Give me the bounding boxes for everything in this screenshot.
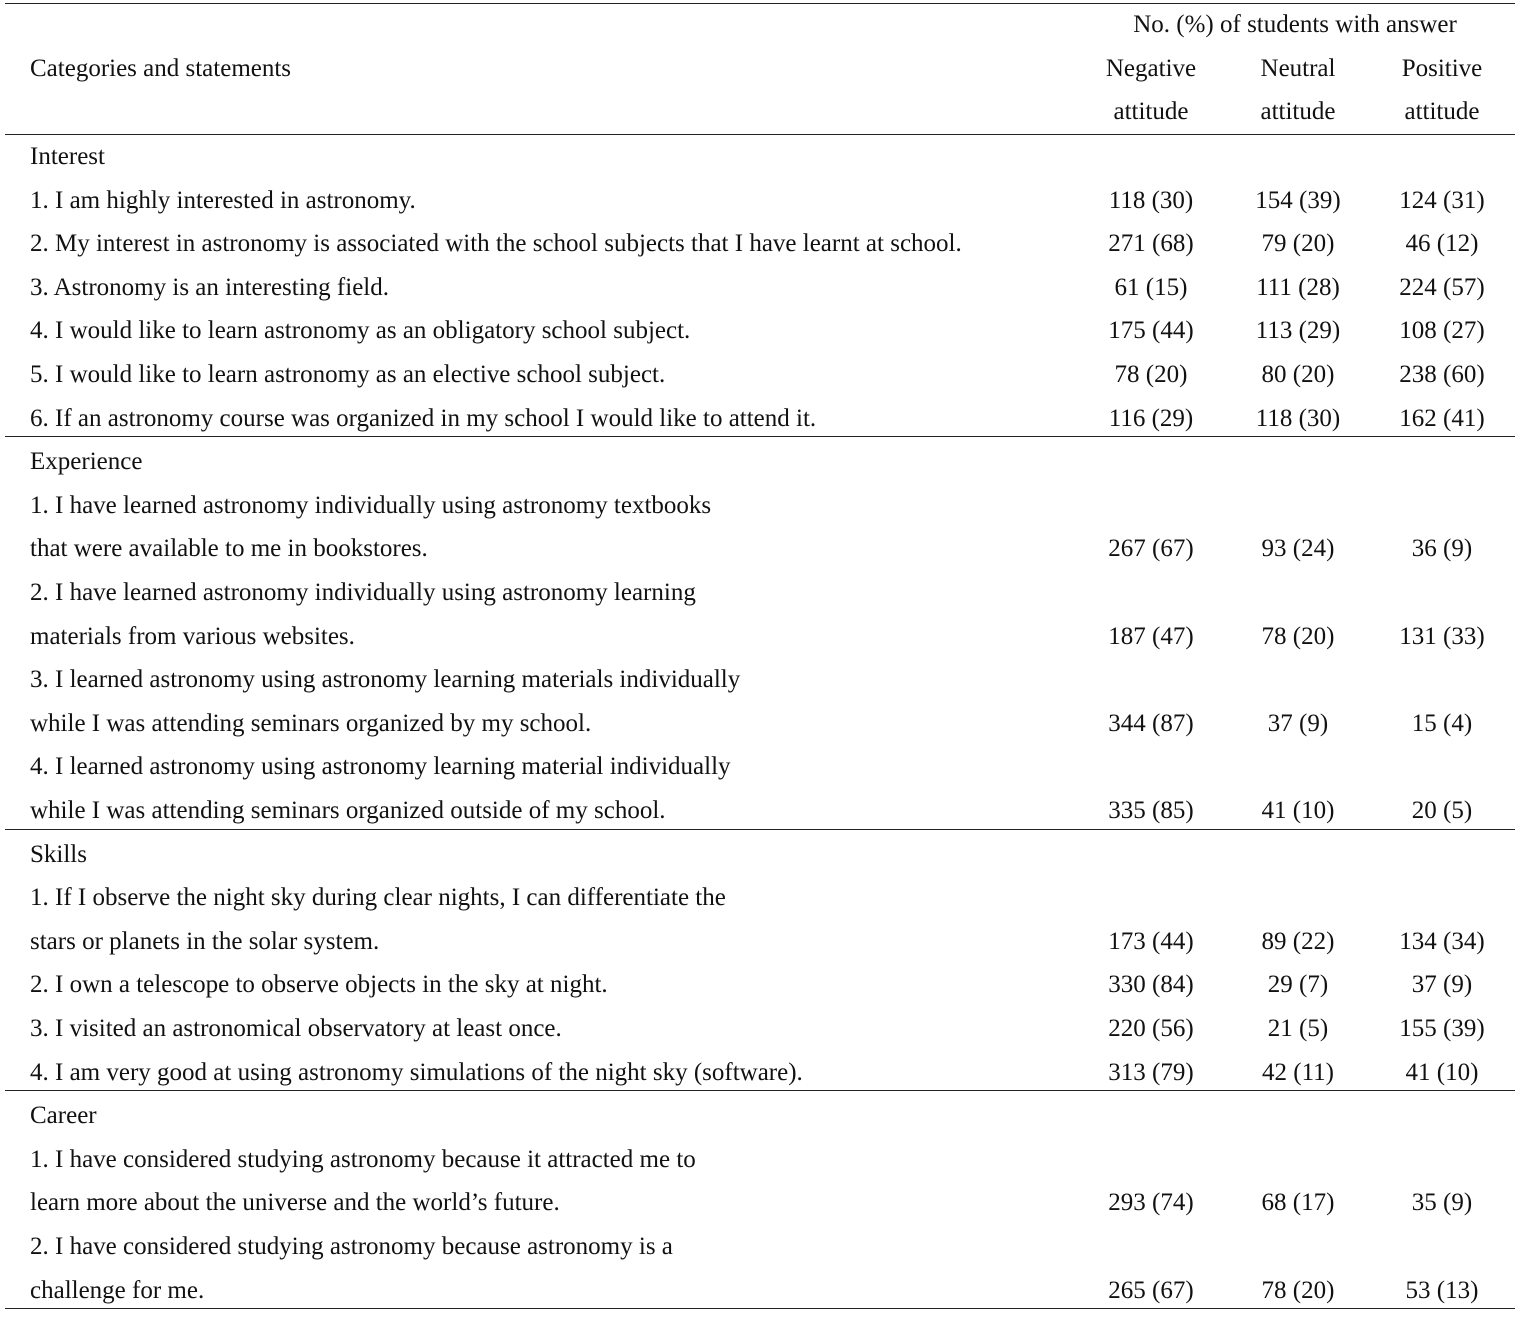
table-row bbox=[0, 266, 1520, 310]
positive-value: 162 (41) bbox=[1399, 404, 1485, 432]
neutral-value: 68 (17) bbox=[1261, 1189, 1335, 1217]
neutral-value: 113 (29) bbox=[1255, 317, 1341, 345]
table-row bbox=[0, 963, 1520, 1007]
positive-value: 131 (33) bbox=[1399, 622, 1485, 650]
header-positive-line-2: attitude bbox=[1404, 98, 1480, 125]
positive-value: 238 (60) bbox=[1399, 361, 1485, 388]
table-row bbox=[0, 397, 1520, 441]
header-categories: Categories and statements bbox=[30, 55, 292, 82]
positive-value: 37 (9) bbox=[1411, 971, 1473, 999]
table-row bbox=[0, 1138, 1520, 1182]
header-negative-line-2: attitude bbox=[1113, 98, 1189, 125]
statement-text: 2. I have considered studying astronomy because astronomy is a bbox=[30, 1233, 673, 1260]
table-row bbox=[0, 353, 1520, 397]
statement-text: 2. I have learned astronomy individually using astronomy learning bbox=[30, 579, 696, 606]
table-row bbox=[0, 876, 1520, 920]
positive-value: 20 (5) bbox=[1411, 797, 1473, 824]
statement-text: 1. I have considered studying astronomy because it attracted me to bbox=[30, 1145, 696, 1173]
statement-text: 5. I would like to learn astronomy as an elective school subject. bbox=[30, 361, 666, 388]
statement-text: while I was attending seminars organized by my school. bbox=[30, 709, 592, 737]
statement-text: 1. I am highly interested in astronomy. bbox=[30, 186, 416, 214]
table-row bbox=[0, 1181, 1520, 1225]
table-row bbox=[0, 571, 1520, 615]
statement-text: 4. I would like to learn astronomy as an obligatory school subject. bbox=[30, 317, 691, 345]
positive-value: 155 (39) bbox=[1399, 1015, 1485, 1042]
negative-value: 187 (47) bbox=[1108, 622, 1194, 650]
statement-text: stars or planets in the solar system. bbox=[30, 927, 380, 955]
positive-value: 35 (9) bbox=[1411, 1189, 1473, 1217]
header-negative-line-1: Negative bbox=[1105, 55, 1197, 82]
section-divider bbox=[5, 436, 1515, 437]
negative-value: 267 (67) bbox=[1108, 535, 1194, 563]
table-row bbox=[0, 789, 1520, 833]
table-row bbox=[0, 1269, 1520, 1313]
neutral-value: 89 (22) bbox=[1261, 927, 1335, 955]
table-row bbox=[0, 658, 1520, 702]
statement-text: 3. I visited an astronomical observatory at least once. bbox=[30, 1015, 562, 1042]
table-row bbox=[0, 1225, 1520, 1269]
statement-text: while I was attending seminars organized outside of my school. bbox=[30, 797, 666, 824]
neutral-value: 21 (5) bbox=[1267, 1015, 1329, 1042]
statement-text: 4. I am very good at using astronomy simulations of the night sky (software). bbox=[30, 1058, 803, 1086]
section-divider bbox=[5, 829, 1515, 830]
neutral-value: 93 (24) bbox=[1261, 535, 1335, 563]
negative-value: 265 (67) bbox=[1108, 1276, 1194, 1304]
negative-value: 344 (87) bbox=[1108, 709, 1194, 737]
neutral-value: 79 (20) bbox=[1261, 230, 1335, 258]
section-title-row bbox=[0, 833, 1520, 877]
table-row bbox=[0, 702, 1520, 746]
table-row bbox=[0, 745, 1520, 789]
statement-text: that were available to me in bookstores. bbox=[30, 535, 428, 563]
statement-text: 2. I own a telescope to observe objects in the sky at night. bbox=[30, 971, 608, 999]
negative-value: 116 (29) bbox=[1108, 404, 1194, 432]
table-row bbox=[0, 484, 1520, 528]
neutral-value: 29 (7) bbox=[1267, 971, 1329, 999]
positive-value: 108 (27) bbox=[1399, 317, 1485, 345]
neutral-value: 42 (11) bbox=[1262, 1058, 1334, 1086]
positive-value: 46 (12) bbox=[1405, 230, 1479, 258]
neutral-value: 80 (20) bbox=[1261, 361, 1335, 388]
neutral-value: 111 (28) bbox=[1256, 273, 1340, 301]
neutral-value: 78 (20) bbox=[1261, 1276, 1335, 1304]
negative-value: 175 (44) bbox=[1108, 317, 1194, 345]
table-row bbox=[0, 527, 1520, 571]
positive-value: 134 (34) bbox=[1399, 927, 1485, 955]
statement-text: 1. If I observe the night sky during clear nights, I can differentiate the bbox=[30, 884, 726, 912]
statement-text: challenge for me. bbox=[30, 1276, 205, 1304]
neutral-value: 118 (30) bbox=[1255, 404, 1341, 432]
negative-value: 271 (68) bbox=[1108, 230, 1194, 258]
positive-value: 36 (9) bbox=[1411, 535, 1473, 563]
header-neutral-line-1: Neutral bbox=[1260, 55, 1336, 82]
statement-text: 3. I learned astronomy using astronomy learning materials individually bbox=[30, 666, 741, 694]
table-row bbox=[0, 615, 1520, 659]
header-group-label: No. (%) of students with answer bbox=[1133, 11, 1457, 38]
negative-value: 220 (56) bbox=[1108, 1015, 1194, 1042]
statement-text: 3. Astronomy is an interesting field. bbox=[30, 273, 389, 301]
negative-value: 313 (79) bbox=[1108, 1058, 1194, 1086]
table-row bbox=[0, 1051, 1520, 1095]
negative-value: 61 (15) bbox=[1114, 273, 1188, 301]
neutral-value: 154 (39) bbox=[1255, 186, 1341, 214]
section-title-row bbox=[0, 440, 1520, 484]
neutral-value: 37 (9) bbox=[1267, 709, 1329, 737]
table-row bbox=[0, 309, 1520, 353]
negative-value: 335 (85) bbox=[1108, 797, 1194, 824]
neutral-value: 78 (20) bbox=[1261, 622, 1335, 650]
statement-text: 6. If an astronomy course was organized in my school I would like to attend it. bbox=[30, 404, 817, 432]
neutral-value: 41 (10) bbox=[1261, 797, 1335, 824]
table-row bbox=[0, 222, 1520, 266]
negative-value: 293 (74) bbox=[1108, 1189, 1194, 1217]
positive-value: 224 (57) bbox=[1399, 273, 1485, 301]
section-divider bbox=[5, 1090, 1515, 1091]
statement-text: 4. I learned astronomy using astronomy learning material individually bbox=[30, 753, 731, 781]
section-title-row bbox=[0, 135, 1520, 179]
header-neutral-line-2: attitude bbox=[1260, 98, 1336, 125]
statement-text: 2. My interest in astronomy is associated with the school subjects that I have learnt at school. bbox=[30, 230, 962, 258]
positive-value: 53 (13) bbox=[1405, 1276, 1479, 1304]
negative-value: 118 (30) bbox=[1108, 186, 1194, 214]
positive-value: 41 (10) bbox=[1405, 1058, 1479, 1086]
bottom-rule bbox=[5, 1308, 1515, 1309]
negative-value: 330 (84) bbox=[1108, 971, 1194, 999]
section-divider bbox=[5, 134, 1515, 135]
negative-value: 173 (44) bbox=[1108, 927, 1194, 955]
negative-value: 78 (20) bbox=[1114, 361, 1188, 388]
section-title: Interest bbox=[30, 143, 105, 170]
table-row bbox=[0, 1007, 1520, 1051]
statement-text: materials from various websites. bbox=[30, 622, 355, 650]
statement-text: 1. I have learned astronomy individually using astronomy textbooks bbox=[30, 491, 712, 519]
table-row bbox=[0, 179, 1520, 223]
statement-text: learn more about the universe and the world’s future. bbox=[30, 1189, 560, 1217]
table-row bbox=[0, 920, 1520, 964]
section-title-row bbox=[0, 1094, 1520, 1138]
positive-value: 15 (4) bbox=[1411, 709, 1473, 737]
header-positive-line-1: Positive bbox=[1401, 55, 1483, 82]
section-title: Experience bbox=[30, 448, 143, 476]
section-title: Skills bbox=[30, 840, 87, 868]
section-title: Career bbox=[30, 1102, 97, 1130]
positive-value: 124 (31) bbox=[1399, 186, 1485, 214]
